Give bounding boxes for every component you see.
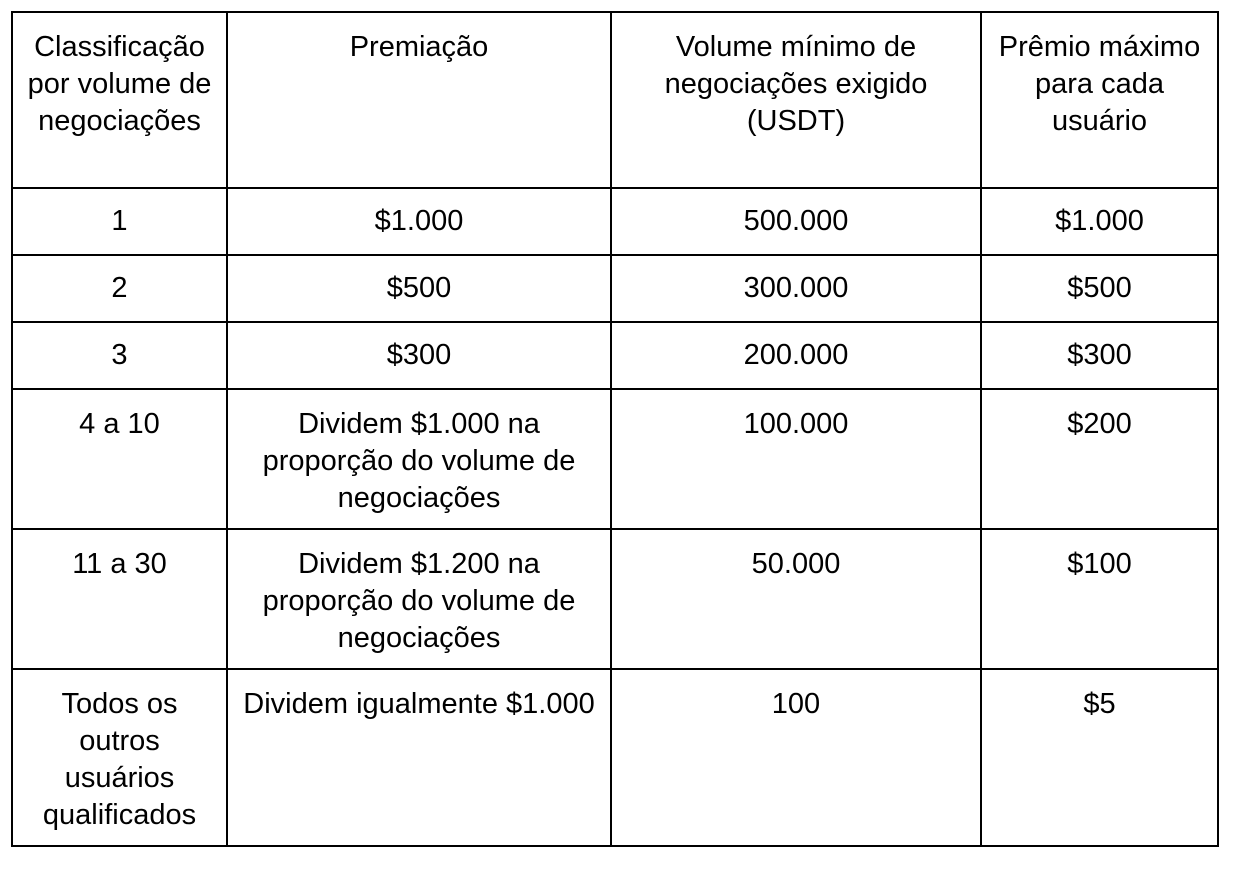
cell-rank: 3 (12, 322, 227, 389)
cell-reward: $1.000 (227, 188, 611, 255)
cell-max-prize: $5 (981, 669, 1218, 846)
header-max-prize: Prêmio máximo para cada usuário (981, 12, 1218, 188)
cell-reward: Dividem $1.000 na proporção do volume de negociações (227, 389, 611, 529)
cell-max-prize: $500 (981, 255, 1218, 322)
prize-table (11, 11, 1219, 847)
table-row (12, 255, 1218, 322)
table-row (12, 669, 1218, 846)
cell-min-volume: 100 (611, 669, 981, 846)
cell-min-volume: 200.000 (611, 322, 981, 389)
cell-min-volume: 300.000 (611, 255, 981, 322)
cell-reward: Dividem $1.200 na proporção do volume de negociações (227, 529, 611, 669)
cell-max-prize: $200 (981, 389, 1218, 529)
table-header-row (12, 12, 1218, 188)
cell-max-prize: $100 (981, 529, 1218, 669)
cell-rank: 11 a 30 (12, 529, 227, 669)
cell-max-prize: $1.000 (981, 188, 1218, 255)
table-row (12, 188, 1218, 255)
header-rank: Classificação por volume de negociações (12, 12, 227, 188)
cell-rank: 4 a 10 (12, 389, 227, 529)
cell-min-volume: 50.000 (611, 529, 981, 669)
header-reward: Premiação (227, 12, 611, 188)
cell-rank: 2 (12, 255, 227, 322)
cell-min-volume: 500.000 (611, 188, 981, 255)
cell-max-prize: $300 (981, 322, 1218, 389)
cell-reward: Dividem igualmente $1.000 (227, 669, 611, 846)
cell-rank: 1 (12, 188, 227, 255)
table-row (12, 322, 1218, 389)
cell-min-volume: 100.000 (611, 389, 981, 529)
table-row (12, 529, 1218, 669)
cell-reward: $500 (227, 255, 611, 322)
header-min-volume: Volume mínimo de negociações exigido (USDT) (611, 12, 981, 188)
cell-reward: $300 (227, 322, 611, 389)
cell-rank: Todos os outros usuários qualificados (12, 669, 227, 846)
table-row (12, 389, 1218, 529)
